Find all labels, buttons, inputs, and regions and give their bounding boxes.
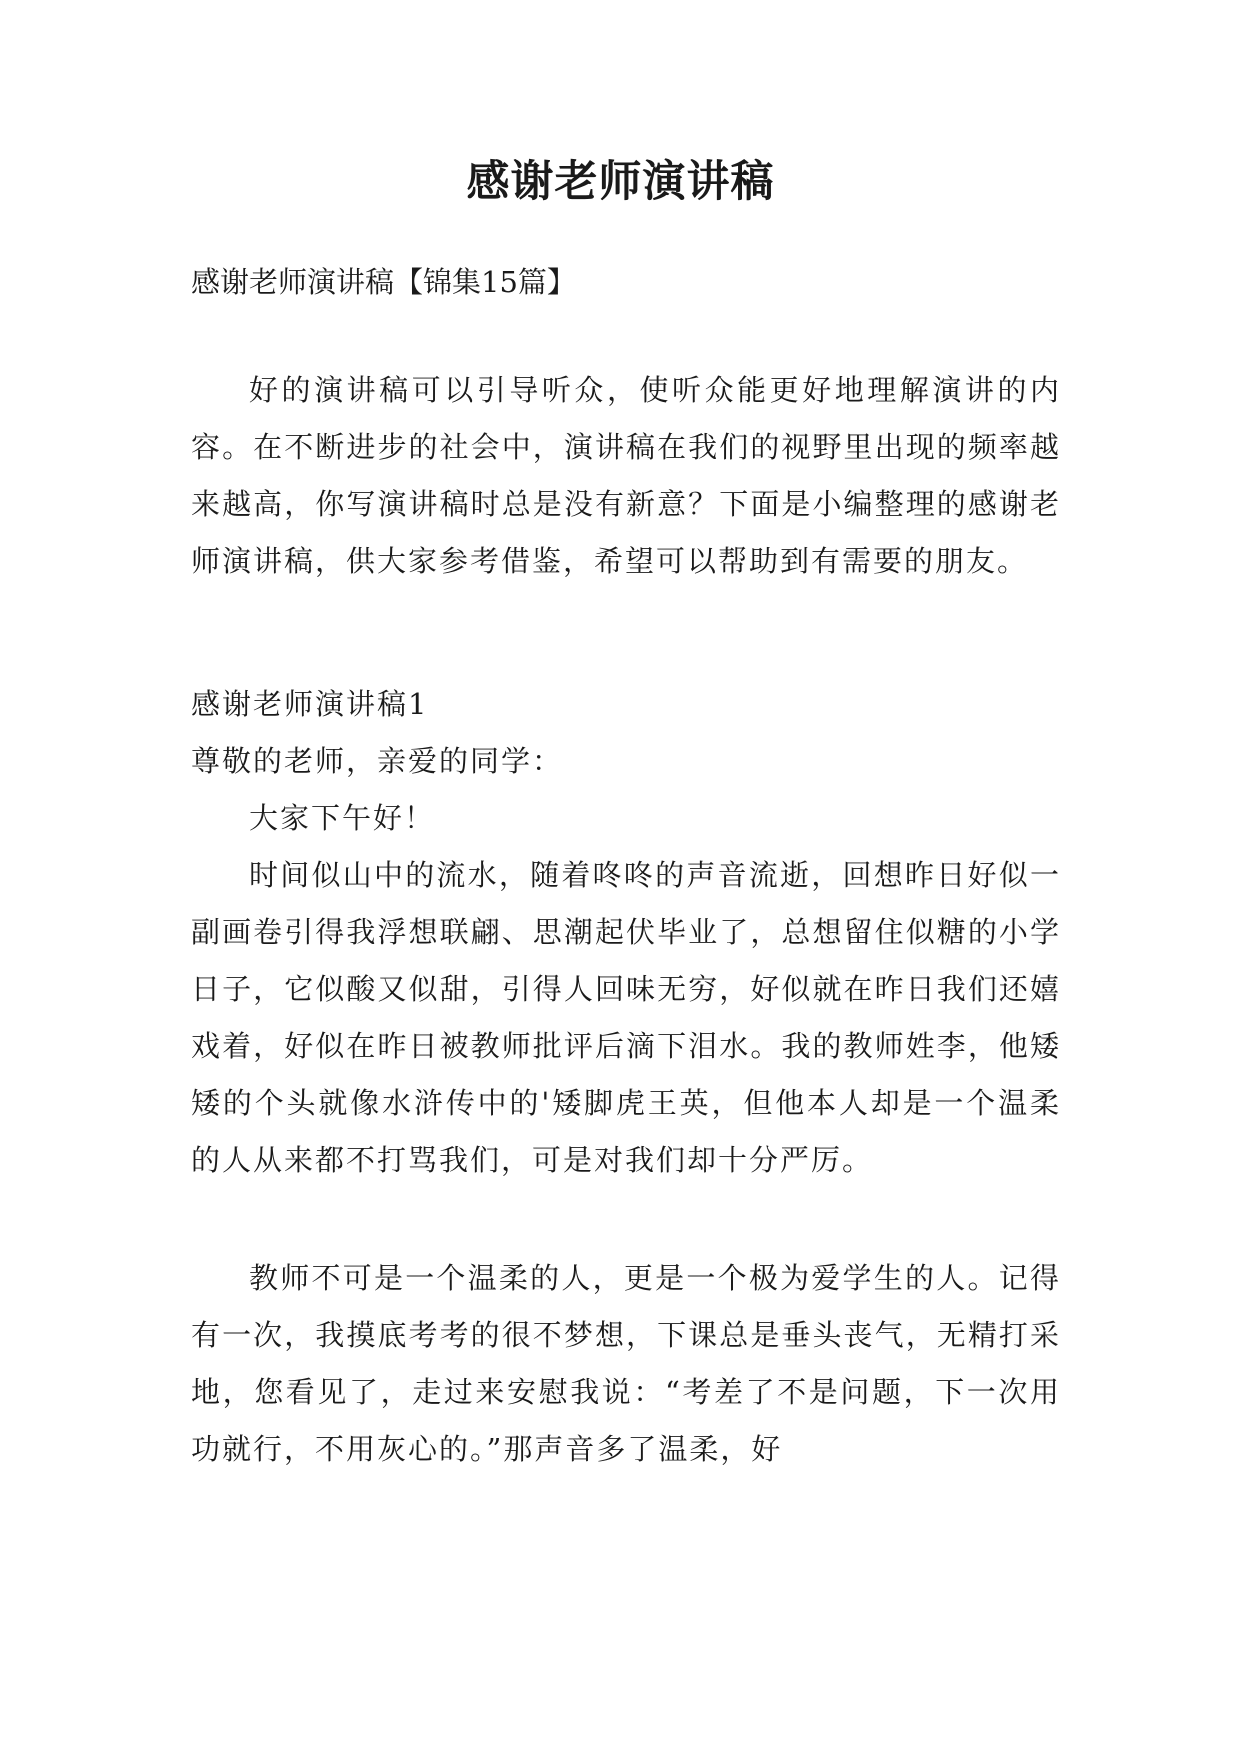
greeting: 大家下午好！ (249, 801, 436, 835)
intro-paragraph: 好的演讲稿可以引导听众，使听众能更好地理解演讲的内容。在不断进步的社会中，演讲稿在我们的视野里出现的频率越来越高，你写演讲稿时总是没有新意？下面是小编整理的感谢老师演讲稿，供大家参考借鉴，希望可以帮助到有需要的朋友。 (191, 373, 1061, 578)
section-heading: 感谢老师演讲稿1 (191, 687, 429, 721)
body-paragraph-1: 时间似山中的流水，随着咚咚的声音流逝，回想昨日好似一副画卷引得我浮想联翩、思潮起伏毕业了，总想留住似糖的小学日子，它似酸又似甜，引得人回味无穷，好似就在昨日我们还嬉戏着，好似在昨日被教师批评后滴下泪水。我的教师姓李，他矮矮的个头就像水浒传中的'矮脚虎王英，但他本人却是一个温柔的人从来都不打骂我们，可是对我们却十分严厉。 (191, 858, 1061, 1177)
salutation: 尊敬的老师，亲爱的同学： (191, 744, 564, 778)
document-subtitle: 感谢老师演讲稿【锦集15篇】 (191, 265, 576, 299)
body-paragraph-2: 教师不可是一个温柔的人，更是一个极为爱学生的人。记得有一次，我摸底考考的很不梦想，下课总是垂头丧气，无精打采地，您看见了，走过来安慰我说：“考差了不是问题，下一次用功就行，不用灰心的。”那声音多了温柔，好 (191, 1261, 1061, 1466)
document-title: 感谢老师演讲稿 (466, 157, 775, 207)
